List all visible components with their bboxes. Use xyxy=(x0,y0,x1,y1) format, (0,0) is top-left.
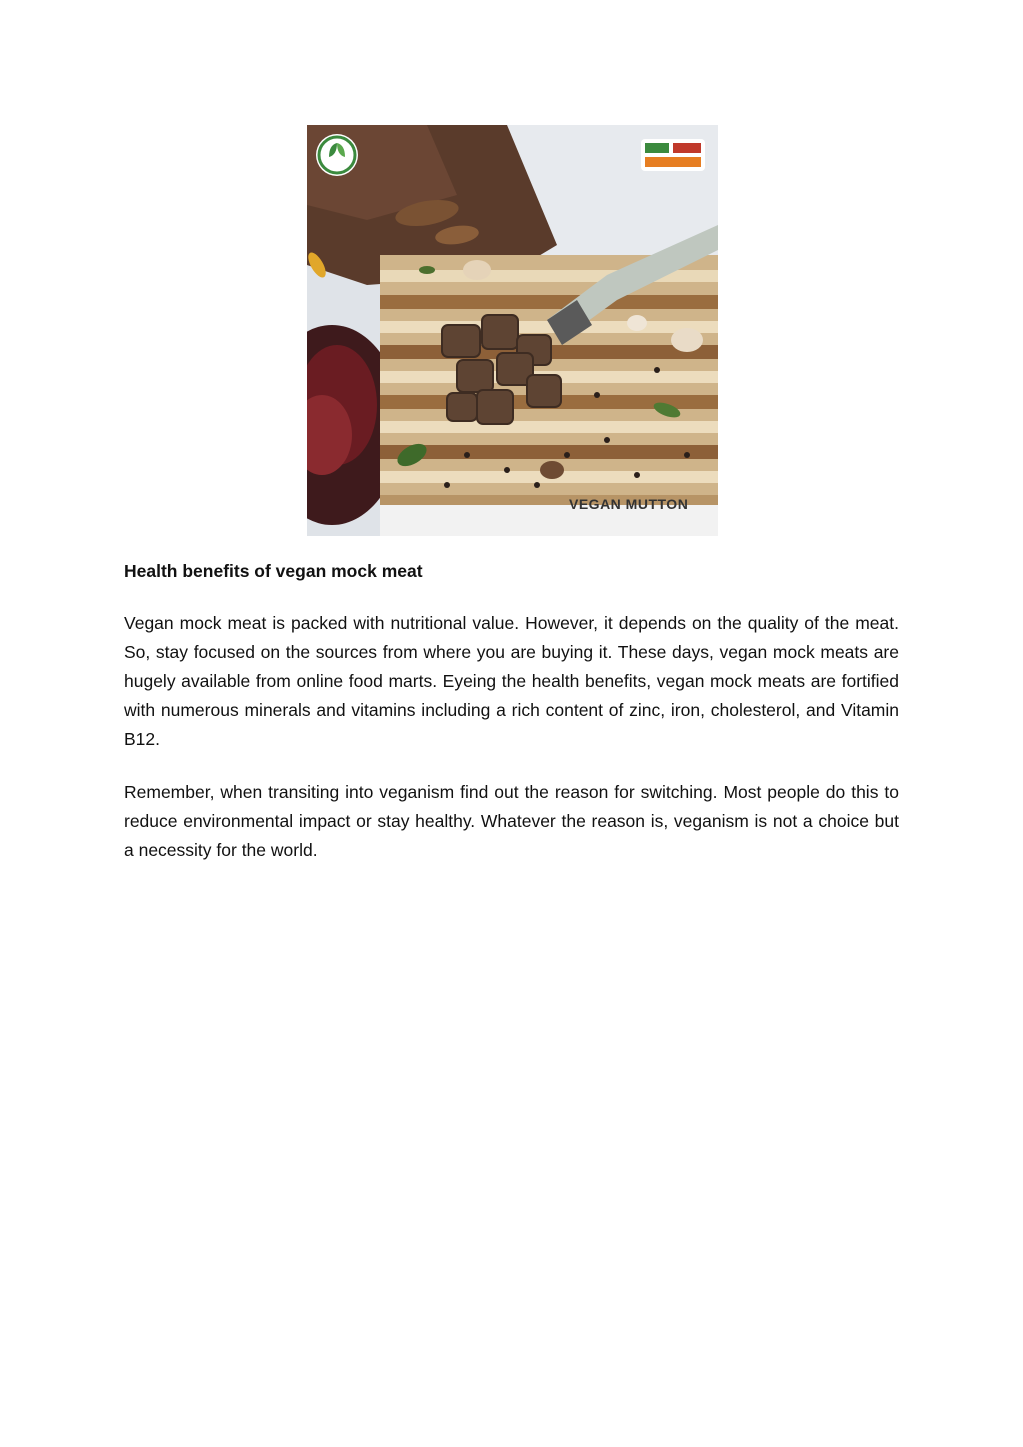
body-paragraph: Remember, when transiting into veganism find out the reason for switching. Most people do this to reduce environmental impact or stay healthy. Whatever the reason is, veganism is not a choice but a necessity for the world. xyxy=(124,782,899,860)
body-paragraph: Vegan mock meat is packed with nutritional value. However, it depends on the quality of the meat. So, stay focused on the sources from where you are buying it. These days, vegan mock meats are hugely available from online food marts. Eyeing the health benefits, vegan mock meats are fortified with numerous minerals and vitamins including a rich content of zinc, iron, cholesterol, and Vitamin B12. xyxy=(124,613,899,749)
vegan-mutton-photo xyxy=(307,125,718,536)
section-heading: Health benefits of vegan mock meat xyxy=(124,561,423,581)
photo-caption: VEGAN MUTTON xyxy=(569,496,689,512)
